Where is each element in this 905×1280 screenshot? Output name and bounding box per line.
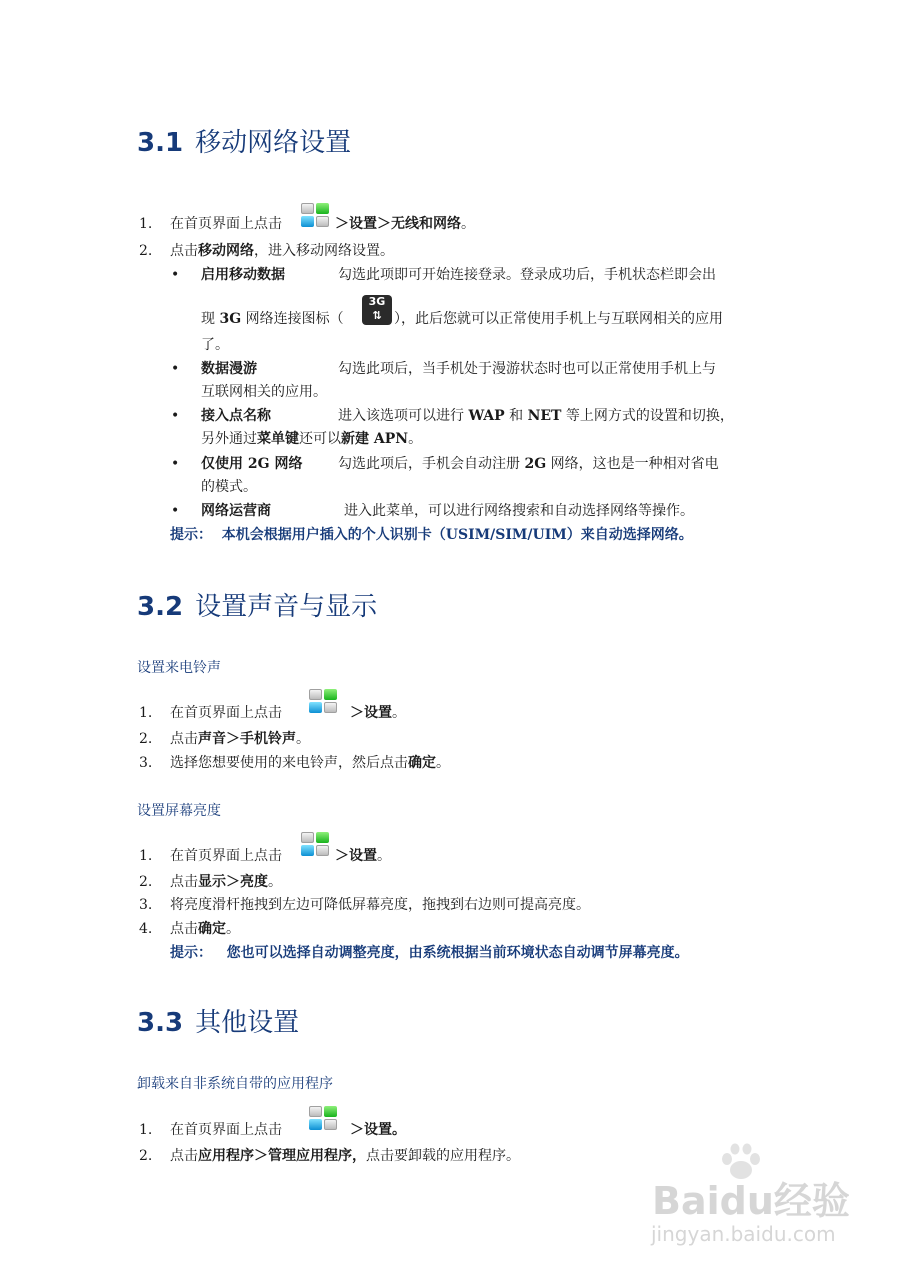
tip-label: 提示： (170, 527, 212, 543)
bullet-dot: • (171, 408, 180, 424)
menu-path: 确定 (408, 755, 436, 771)
watermark-brand: Baidu经验 (652, 1179, 850, 1223)
desc-text: 现 (201, 311, 215, 327)
bullet-dot: • (171, 267, 180, 283)
option-term: 仅使用 2G 网络 (201, 456, 303, 472)
tip-text: 本机会根据用户插入的个人识别卡（USIM/SIM/UIM）来自动选择网络。 (221, 527, 693, 543)
step-text: 在首页界面上点击 (170, 1122, 282, 1138)
desc-text: 勾选此项后，手机会自动注册 (338, 456, 520, 472)
section-number: 3.3 (137, 1008, 184, 1038)
section-title: 其他设置 (195, 1008, 300, 1038)
step-path (350, 702, 406, 724)
punct: 。 (436, 755, 450, 771)
option-term: 启用移动数据 (201, 267, 285, 283)
step-text: ，进入移动网络设置。 (254, 243, 394, 259)
punct: 。 (226, 921, 240, 937)
tip-note (170, 524, 693, 546)
option-desc: 勾选此项即可开始连接登录。登录成功后，手机状态栏即会出 (338, 267, 716, 283)
punct: 。 (268, 874, 282, 890)
desc-text: 等上网方式的设置和切换， (565, 408, 734, 424)
step-number: 2. (139, 243, 153, 259)
menu-path: ＞设置 (350, 705, 392, 721)
step-text (170, 918, 240, 940)
step-text-part: 点击 (170, 731, 198, 747)
punct: 。 (392, 705, 406, 721)
step-text-part: 选择您想要使用的来电铃声，然后点击 (170, 755, 408, 771)
option-desc: 了。 (201, 337, 229, 353)
step-number: 4. (139, 921, 153, 937)
punct: 。 (377, 848, 391, 864)
desc-text: 还可以 (299, 431, 341, 447)
step-number: 2. (139, 731, 153, 747)
step-text-part: 点击 (170, 921, 198, 937)
desc-text: 网络，这也是一种相对省电 (550, 456, 719, 472)
step-text (170, 728, 310, 750)
section-title: 设置声音与显示 (195, 592, 378, 622)
section-heading-3-2 (137, 586, 377, 623)
app-grid-icon (309, 689, 339, 715)
option-term: 网络运营商 (201, 503, 271, 519)
menu-path: 声音＞手机铃声 (198, 731, 296, 747)
step-number: 1. (139, 1122, 153, 1138)
step-text-part: 点击 (170, 874, 198, 890)
option-term: 接入点名称 (201, 408, 271, 424)
app-grid-icon (309, 1106, 339, 1132)
step-text (170, 752, 450, 774)
subsection-heading: 卸载来自非系统自带的应用程序 (137, 1076, 333, 1092)
desc-text: 另外通过 (201, 431, 257, 447)
desc-text: 进入该选项可以进行 (338, 408, 464, 424)
step-text: 在首页界面上点击 (170, 705, 282, 721)
step-path (335, 845, 391, 867)
step-number: 1. (139, 216, 153, 232)
desc-text: 网络连接图标（ (245, 311, 344, 327)
step-text: 在首页界面上点击 (170, 216, 282, 232)
menu-path: ＞设置 (335, 848, 377, 864)
step-number: 3. (139, 755, 153, 771)
option-desc: 勾选此项后，当手机处于漫游状态时也可以正常使用手机上与 (338, 361, 716, 377)
step-2-text (170, 240, 394, 262)
section-heading-3-3 (137, 1002, 299, 1039)
option-desc (338, 405, 734, 427)
tip-note (170, 942, 689, 964)
punct: 。 (296, 731, 310, 747)
menu-path: ＞设置。 (350, 1122, 406, 1138)
subsection-heading: 设置屏幕亮度 (137, 803, 221, 819)
menu-path: 显示＞亮度 (198, 874, 268, 890)
section-number: 3.1 (137, 128, 184, 158)
step-text (170, 1145, 520, 1167)
menu-path: 应用程序＞管理应用程序， (198, 1148, 366, 1164)
step-number: 2. (139, 1148, 153, 1164)
step-1-path (335, 213, 475, 235)
step-text: 将亮度滑杆拖拽到左边可降低屏幕亮度，拖拽到右边则可提高亮度。 (170, 897, 590, 913)
option-desc (338, 453, 719, 475)
desc-bold: NET (527, 408, 562, 424)
option-desc: 互联网相关的应用。 (201, 384, 327, 400)
desc-bold: 2G (524, 456, 547, 472)
option-desc: 的模式。 (201, 479, 257, 495)
step-number: 3. (139, 897, 153, 913)
watermark-url: jingyan.baidu.com (651, 1222, 836, 1246)
step-number: 1. (139, 848, 153, 864)
menu-path: 确定 (198, 921, 226, 937)
tip-label: 提示： (170, 945, 212, 961)
option-desc: ），此后您就可以正常使用手机上与互联网相关的应用 (394, 311, 723, 327)
option-term: 数据漫游 (201, 361, 257, 377)
step-text-part: 点击 (170, 1148, 198, 1164)
step-path (350, 1119, 406, 1141)
option-desc (201, 428, 422, 450)
desc-bold: 新建 APN (341, 431, 409, 447)
bullet-dot: • (171, 361, 180, 377)
app-grid-icon (301, 832, 331, 858)
section-number: 3.2 (137, 592, 184, 622)
option-desc (201, 308, 344, 330)
step-text: 点击 (170, 243, 198, 259)
step-text (170, 871, 282, 893)
section-heading-3-1 (137, 122, 351, 159)
bullet-dot: • (171, 456, 180, 472)
app-grid-icon (301, 203, 331, 229)
option-desc: 进入此菜单，可以进行网络搜索和自动选择网络等操作。 (344, 503, 694, 519)
desc-bold: WAP (468, 408, 505, 424)
step-text-part: 点击要卸载的应用程序。 (366, 1148, 520, 1164)
desc-bold: 3G (219, 311, 242, 327)
punct: 。 (461, 216, 475, 232)
menu-path: 移动网络 (198, 243, 254, 259)
step-number: 1. (139, 705, 153, 721)
subsection-heading: 设置来电铃声 (137, 660, 221, 676)
section-title: 移动网络设置 (195, 128, 352, 158)
desc-bold: 菜单键 (257, 431, 299, 447)
tip-text: 您也可以选择自动调整亮度，由系统根据当前环境状态自动调节屏幕亮度。 (226, 945, 689, 961)
3g-icon-label: 3G (368, 295, 386, 308)
3g-icon (362, 295, 392, 325)
step-number: 2. (139, 874, 153, 890)
menu-path: ＞设置＞无线和网络 (335, 216, 461, 232)
step-1-text (170, 213, 282, 235)
desc-text: 。 (408, 431, 423, 447)
step-text: 在首页界面上点击 (170, 848, 282, 864)
bullet-dot: • (171, 503, 180, 519)
desc-text: 和 (509, 408, 524, 424)
3g-icon-arrows: ⇅ (372, 309, 382, 322)
